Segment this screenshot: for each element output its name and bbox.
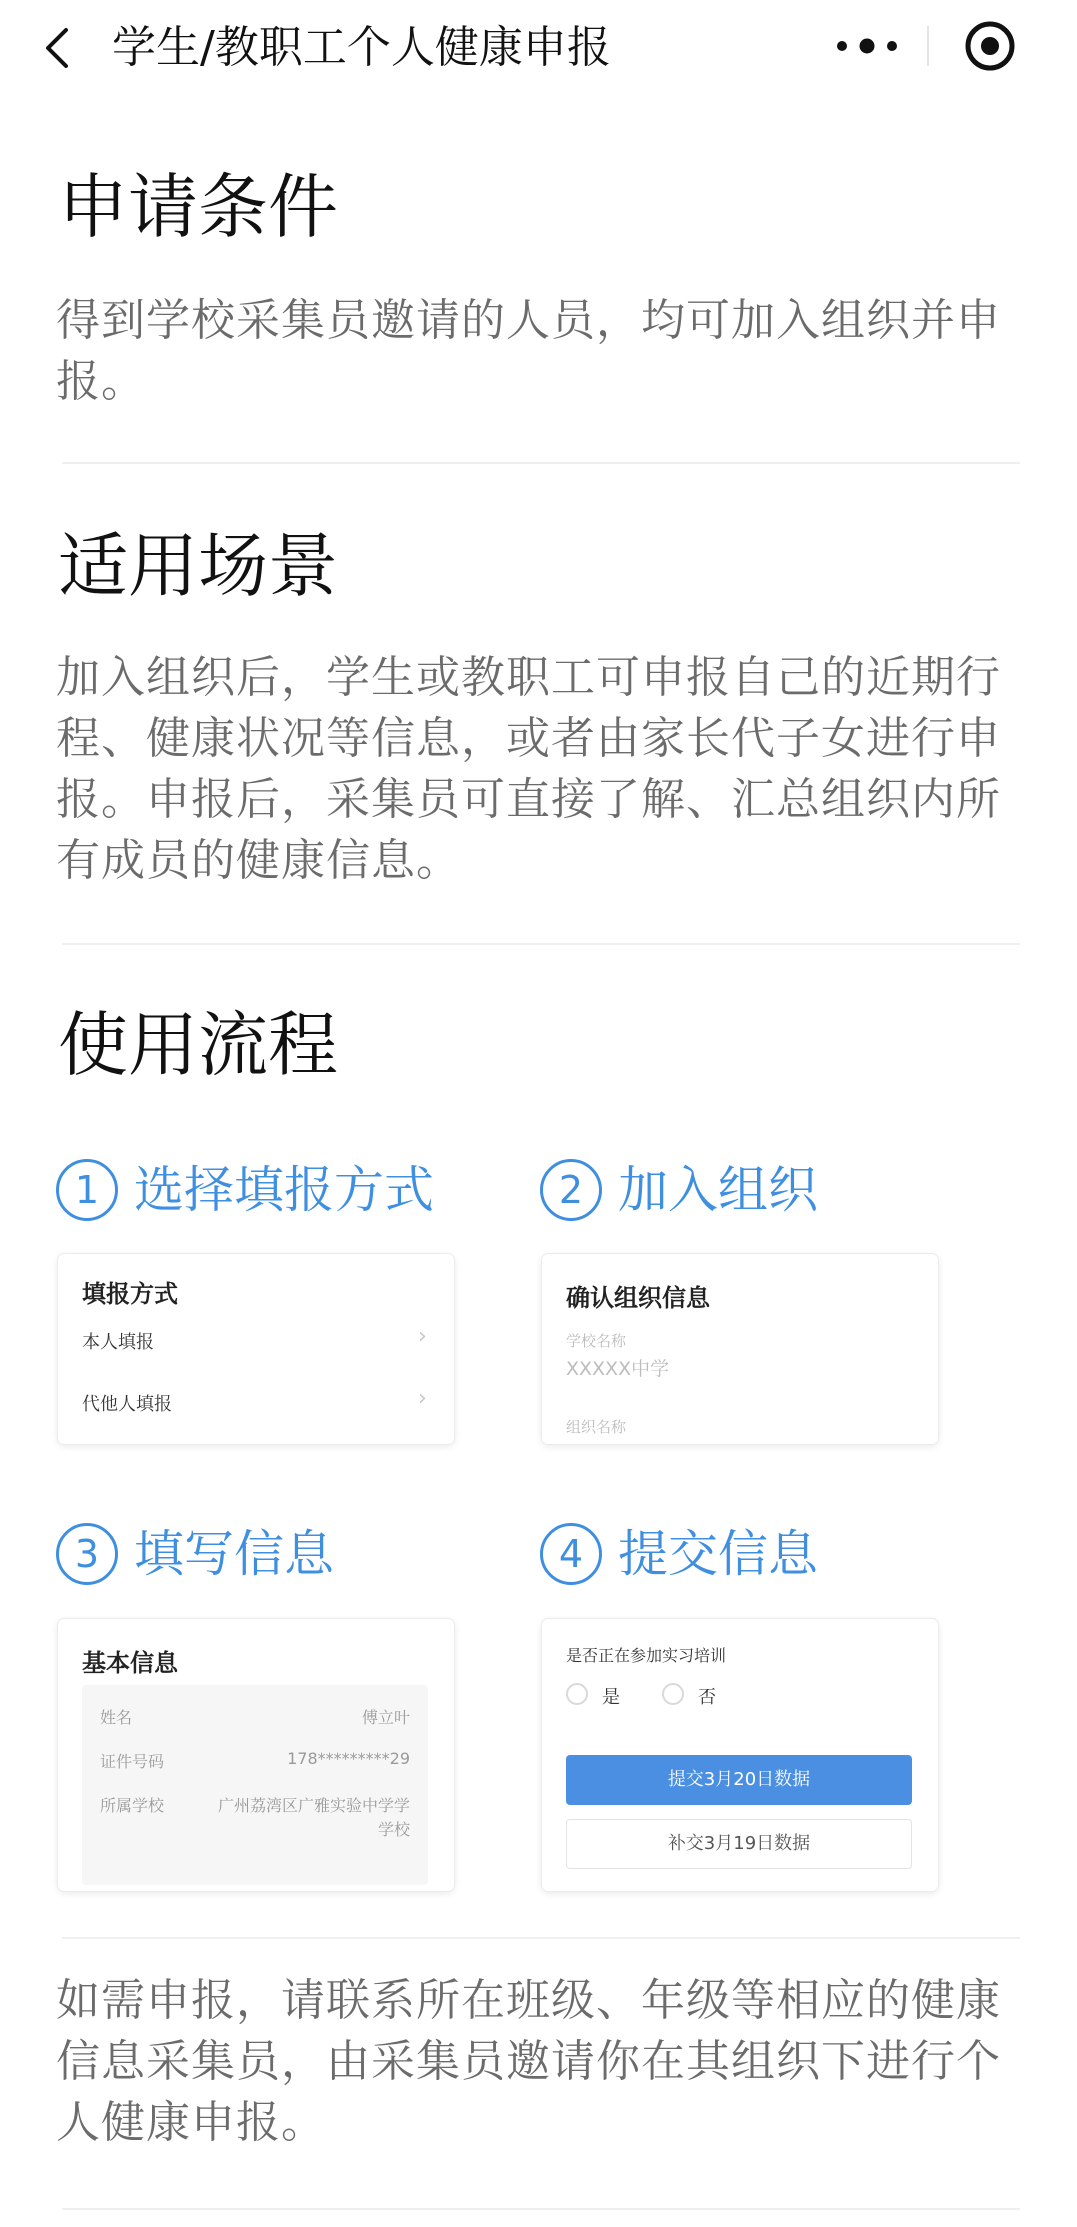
step-label: 加入组织 <box>618 1161 818 1219</box>
section-title-conditions: 申请条件 <box>58 166 338 248</box>
section-title-process: 使用流程 <box>58 1004 338 1086</box>
capsule-separator <box>927 26 929 66</box>
field-value-school: XXXXX中学 <box>566 1358 670 1380</box>
step-4-card <box>542 1619 938 1891</box>
step-number-badge: 4 <box>540 1523 602 1585</box>
card-title: 填报方式 <box>82 1280 178 1308</box>
chevron-right-icon: › <box>418 1324 427 1349</box>
field-label-school: 学校名称 <box>566 1332 627 1350</box>
step-label: 选择填报方式 <box>134 1161 434 1219</box>
option-self-fill[interactable]: 本人填报 <box>82 1332 154 1353</box>
info-label: 所属学校 <box>100 1796 165 1815</box>
radio-no-label: 否 <box>698 1687 716 1708</box>
step-label: 提交信息 <box>618 1525 818 1583</box>
step-label: 填写信息 <box>134 1525 334 1583</box>
info-label: 姓名 <box>100 1708 133 1727</box>
step-3-card <box>58 1619 454 1891</box>
card-title: 基本信息 <box>82 1649 178 1677</box>
field-label-org: 组织名称 <box>566 1418 627 1436</box>
page-title: 学生/教职工个人健康申报 <box>112 22 611 73</box>
section-text-scenarios: 加入组织后，学生或教职工可申报自己的近期行程、健康状况等信息，或者由家长代子女进行申报。申报后，采集员可直接了解、汇总组织内所有成员的健康信息。 <box>56 652 1001 886</box>
section-text-conditions: 得到学校采集员邀请的人员，均可加入组织并申报。 <box>56 295 1001 407</box>
target-circle-icon[interactable] <box>958 14 1022 78</box>
step-number-badge: 1 <box>56 1159 118 1221</box>
more-dots-icon[interactable] <box>820 16 920 76</box>
radio-no[interactable] <box>662 1683 684 1705</box>
chevron-left-icon[interactable] <box>34 18 84 78</box>
step-2-card <box>542 1254 938 1444</box>
divider <box>62 1937 1020 1939</box>
divider <box>62 943 1020 945</box>
submit-button[interactable]: 提交3月20日数据 <box>566 1755 912 1805</box>
info-value: 178*********29 <box>287 1749 410 1768</box>
navigation-bar <box>0 0 1077 96</box>
info-value: 傅立叶 <box>361 1708 410 1727</box>
option-proxy-fill[interactable]: 代他人填报 <box>82 1394 172 1415</box>
supplement-button[interactable]: 补交3月19日数据 <box>566 1819 912 1869</box>
footer-text: 如需申报，请联系所在班级、年级等相应的健康信息采集员，由采集员邀请你在其组织下进行个人健康申报。 <box>56 1975 1001 2148</box>
divider <box>62 462 1020 464</box>
radio-yes[interactable] <box>566 1683 588 1705</box>
step-number-badge: 3 <box>56 1523 118 1585</box>
divider <box>62 2208 1020 2210</box>
radio-yes-label: 是 <box>602 1687 620 1708</box>
step-number-badge: 2 <box>540 1159 602 1221</box>
info-box <box>82 1685 428 1885</box>
info-label: 证件号码 <box>100 1752 165 1771</box>
card-title: 确认组织信息 <box>566 1284 710 1312</box>
info-value: 学校 <box>377 1820 410 1839</box>
info-value: 广州荔湾区广雅实验中学学 <box>217 1796 410 1815</box>
question-text: 是否正在参加实习培训 <box>566 1646 727 1665</box>
chevron-right-icon: › <box>418 1386 427 1411</box>
step-1-card <box>58 1254 454 1444</box>
section-title-scenarios: 适用场景 <box>58 525 338 607</box>
